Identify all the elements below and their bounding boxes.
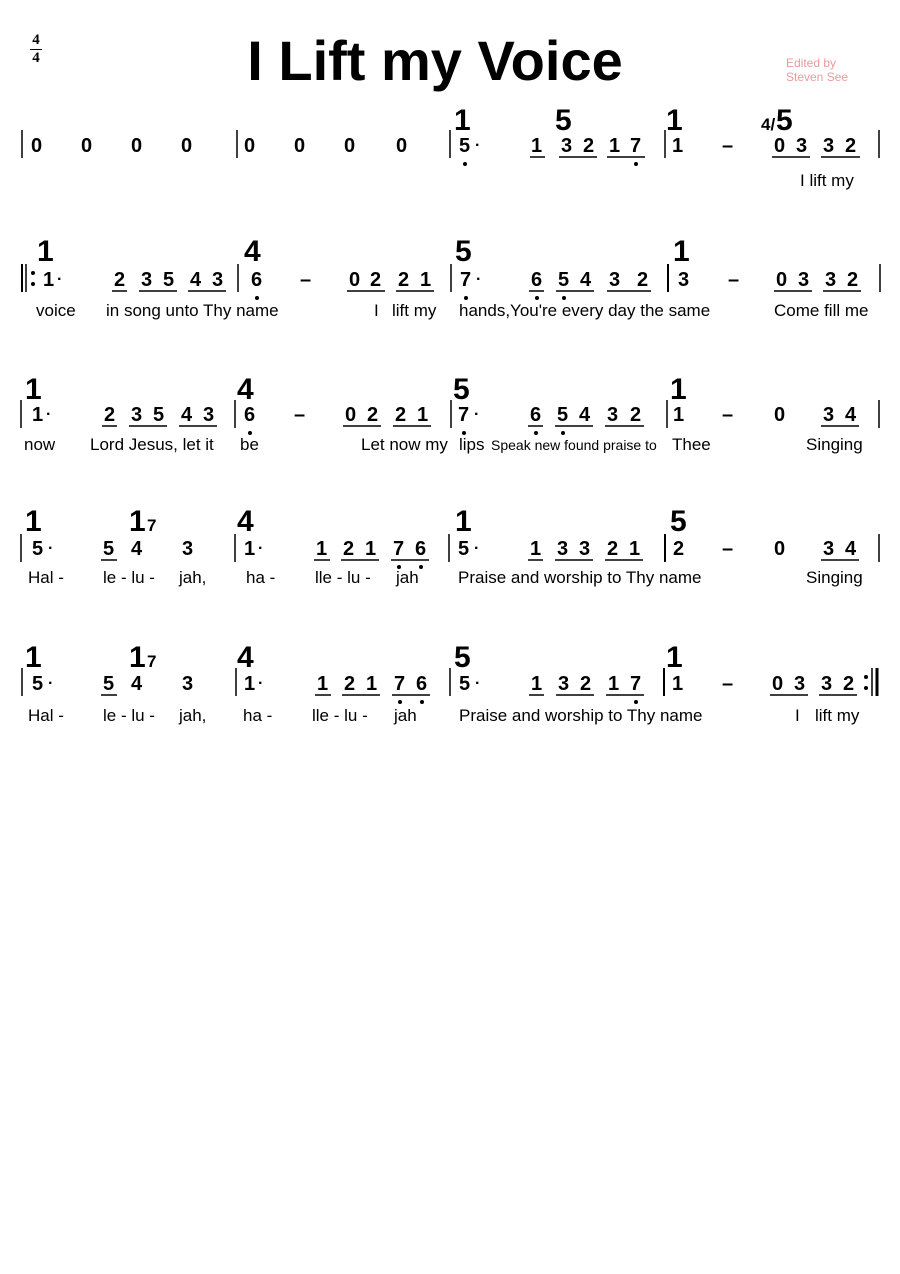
note-glyph: 3 (182, 538, 194, 560)
lyric: be (240, 435, 259, 454)
note-glyph: 1 (417, 404, 429, 426)
lyric-row (36, 301, 868, 320)
note-glyph: 1 (673, 404, 685, 426)
octave-dots (463, 162, 638, 166)
note-glyph: 2 (845, 135, 857, 157)
note-glyph: 5 (163, 269, 175, 291)
note-glyph: 2 (398, 269, 410, 291)
system-3 (21, 373, 879, 454)
lyric: Come fill me (774, 301, 869, 320)
note-glyph: 3 (825, 269, 837, 291)
note-glyph: 7 (458, 404, 470, 426)
chord-symbol: 1 (666, 104, 683, 137)
note-glyph: 2 (367, 404, 379, 426)
note-glyph: 6 (530, 404, 542, 426)
octave-dots (398, 700, 638, 704)
lyric: Praise and worship to Thy name (459, 706, 703, 725)
note-glyph: 5 (103, 538, 115, 560)
chord-row (25, 373, 687, 406)
note-glyph: 3 (203, 404, 215, 426)
chord-row (25, 641, 683, 674)
chord-symbol: 1 (454, 104, 471, 137)
lyric: Praise and worship to Thy name (458, 568, 702, 587)
note-glyph: 0 (81, 135, 93, 157)
barlines (22, 668, 877, 696)
note-glyph: 1 (672, 135, 684, 157)
note-glyph: · (258, 540, 264, 557)
note-glyph: 0 (31, 135, 43, 157)
lyric: le - lu - (103, 568, 155, 587)
note-glyph: 1 (365, 538, 377, 560)
note-glyph: 3 (557, 538, 569, 560)
note-glyph: 2 (630, 404, 642, 426)
barlines (21, 400, 879, 428)
note-glyph: 5 (557, 404, 569, 426)
system-5 (22, 641, 877, 725)
note-glyph: 1 (609, 135, 621, 157)
note-glyph: 1 (629, 538, 641, 560)
note-glyph: 1 (420, 269, 432, 291)
note-glyph: 2 (637, 269, 649, 291)
note-glyph: 2 (343, 538, 355, 560)
system-2 (22, 235, 880, 320)
lyric: Singing (806, 435, 863, 454)
note-glyph: 2 (847, 269, 859, 291)
lyric: lips (459, 435, 485, 454)
lyric: 5 (453, 373, 470, 406)
lyric: 1 (129, 505, 146, 538)
note-glyph: 2 (583, 135, 595, 157)
note-row (31, 135, 856, 157)
note-glyph: · (48, 675, 54, 692)
note-glyph: 3 (558, 673, 570, 695)
note-glyph: 1 (608, 673, 620, 695)
lyric: le - lu - (103, 706, 155, 725)
note-glyph: 4 (580, 269, 592, 291)
note-glyph: 4 (845, 538, 857, 560)
lyric: I (795, 706, 800, 725)
note-glyph: 0 (349, 269, 361, 291)
lyric: jah (394, 706, 417, 725)
note-glyph: 7 (394, 673, 406, 695)
note-glyph: 2 (607, 538, 619, 560)
note-glyph: · (474, 540, 480, 557)
note-glyph: · (474, 406, 480, 423)
note-glyph: · (48, 540, 54, 557)
note-glyph: 1 (530, 538, 542, 560)
note-glyph: – (294, 404, 306, 426)
lyric: Hal - (28, 706, 64, 725)
lyric: lle - lu - (315, 568, 371, 587)
lyric: jah, (179, 706, 207, 725)
note-glyph: 4 (579, 404, 591, 426)
note-glyph: 6 (416, 673, 428, 695)
note-glyph: 2 (344, 673, 356, 695)
note-row (32, 538, 857, 560)
note-glyph: 0 (772, 673, 784, 695)
note-glyph: 6 (251, 269, 263, 291)
note-glyph: – (728, 269, 740, 291)
lyric: Lord Jesus, let it (90, 435, 214, 454)
note-glyph: 0 (181, 135, 193, 157)
lyric-row (800, 171, 854, 190)
note-glyph: 5 (103, 673, 115, 695)
note-glyph: 0 (774, 538, 786, 560)
note-glyph: 4 (845, 404, 857, 426)
note-glyph: 7 (630, 673, 642, 695)
lyric: hands,You're every day the same (459, 301, 711, 320)
lyric: 1 (666, 641, 683, 674)
note-glyph: 2 (104, 404, 116, 426)
lyric: jah, (179, 568, 207, 587)
note-glyph: 0 (344, 135, 356, 157)
note-glyph: 3 (182, 673, 194, 695)
note-glyph: 4 (181, 404, 193, 426)
song-title: I Lift my Voice (247, 29, 623, 92)
lyric: 1 (25, 373, 42, 406)
lyric: 1 (25, 505, 42, 538)
lyric: jah (396, 568, 419, 587)
note-glyph: 5 (459, 135, 471, 157)
chord-row (25, 505, 687, 538)
note-glyph: 5 (459, 673, 471, 695)
note-glyph: 1 (317, 673, 329, 695)
note-glyph: · (46, 406, 52, 423)
repeat-dots (31, 271, 35, 286)
lyric: Hal - (28, 568, 64, 587)
note-glyph: 0 (776, 269, 788, 291)
chord-symbol: 5 (555, 104, 572, 137)
lyric: now (24, 435, 56, 454)
lyric: 4 (237, 505, 254, 538)
editor-name: Steven See (786, 70, 849, 84)
note-glyph: – (722, 404, 734, 426)
system-1 (22, 104, 879, 190)
note-glyph: 4 (190, 269, 202, 291)
lyric: lift my (392, 301, 437, 320)
note-glyph: 1 (244, 538, 256, 560)
note-glyph: 6 (531, 269, 543, 291)
repeat-dots (864, 675, 868, 690)
note-glyph: · (57, 271, 63, 288)
lyric-row (24, 435, 863, 454)
lyric: 7 (147, 516, 157, 535)
note-glyph: 1 (531, 135, 543, 157)
note-glyph: 3 (607, 404, 619, 426)
note-glyph: · (258, 675, 264, 692)
note-glyph: 5 (32, 673, 44, 695)
lyric: Singing (806, 568, 863, 587)
barlines (22, 130, 879, 158)
lyric-row (28, 706, 860, 725)
note-glyph: 1 (316, 538, 328, 560)
lyric: ha - (246, 568, 276, 587)
note-glyph: 5 (558, 269, 570, 291)
note-glyph: – (722, 135, 734, 157)
lyric: voice (36, 301, 76, 320)
lyric: I lift my (800, 171, 854, 190)
lyric: lift my (815, 706, 860, 725)
note-glyph: 3 (798, 269, 810, 291)
note-glyph: 2 (843, 673, 855, 695)
lyric: 1 (670, 373, 687, 406)
note-row (32, 404, 857, 426)
note-glyph: 3 (794, 673, 806, 695)
note-glyph: 1 (43, 269, 55, 291)
lyric: 4 (244, 235, 261, 268)
lyric: 1 (673, 235, 690, 268)
note-glyph: 1 (672, 673, 684, 695)
note-glyph: 3 (212, 269, 224, 291)
note-glyph: – (722, 538, 734, 560)
note-glyph: 5 (32, 538, 44, 560)
lyric: 5 (454, 641, 471, 674)
note-glyph: 0 (294, 135, 306, 157)
time-signature-top: 4 (32, 32, 40, 48)
note-glyph: 4 (131, 538, 143, 560)
note-glyph: · (476, 271, 482, 288)
note-glyph: 1 (32, 404, 44, 426)
note-glyph: 0 (244, 135, 256, 157)
note-glyph: 3 (678, 269, 690, 291)
note-glyph: 1 (244, 673, 256, 695)
note-glyph: 2 (114, 269, 126, 291)
note-glyph: 3 (141, 269, 153, 291)
lyric: Speak new found praise to (491, 437, 657, 453)
lyric: I (374, 301, 379, 320)
lyric: 1 (37, 235, 54, 268)
note-row (32, 673, 854, 695)
lyric: in song unto Thy name (106, 301, 279, 320)
note-glyph: 5 (458, 538, 470, 560)
note-glyph: 3 (561, 135, 573, 157)
chord-row (454, 104, 793, 137)
chord-row (37, 235, 690, 268)
note-glyph: 3 (823, 404, 835, 426)
note-glyph: 0 (774, 404, 786, 426)
note-glyph: 0 (396, 135, 408, 157)
lyric: 5 (670, 505, 687, 538)
note-glyph: 2 (580, 673, 592, 695)
lyric: 1 (25, 641, 42, 674)
note-glyph: 0 (131, 135, 143, 157)
chord-symbol: 5 (776, 104, 793, 137)
lyric: 4 (237, 373, 254, 406)
note-glyph: 3 (796, 135, 808, 157)
note-glyph: 0 (774, 135, 786, 157)
note-glyph: 1 (531, 673, 543, 695)
note-glyph: – (722, 673, 734, 695)
note-glyph: · (475, 137, 481, 154)
note-glyph: 2 (673, 538, 685, 560)
note-glyph: 3 (131, 404, 143, 426)
system-4 (21, 505, 879, 587)
note-glyph: 7 (630, 135, 642, 157)
editor-label: Edited by (786, 56, 837, 70)
lyric: ha - (243, 706, 273, 725)
lyric: lle - lu - (312, 706, 368, 725)
note-glyph: · (475, 675, 481, 692)
lyric: 1 (455, 505, 472, 538)
lyric: 4 (237, 641, 254, 674)
lyric: 1 (129, 641, 146, 674)
note-glyph: 3 (821, 673, 833, 695)
note-glyph: 7 (460, 269, 472, 291)
note-glyph: 7 (393, 538, 405, 560)
chord-inversion: 4/ (761, 115, 776, 134)
barlines (21, 534, 879, 562)
note-glyph: 6 (415, 538, 427, 560)
lyric-row (28, 568, 863, 587)
note-glyph: 2 (395, 404, 407, 426)
note-glyph: 3 (609, 269, 621, 291)
note-glyph: 3 (579, 538, 591, 560)
note-glyph: 3 (823, 135, 835, 157)
lyric: Thee (672, 435, 711, 454)
note-glyph: 1 (366, 673, 378, 695)
note-glyph: 4 (131, 673, 143, 695)
lyric: 5 (455, 235, 472, 268)
note-glyph: 0 (345, 404, 357, 426)
lyric: 7 (147, 652, 157, 671)
note-glyph: – (300, 269, 312, 291)
time-signature-bottom: 4 (32, 50, 40, 66)
note-glyph: 6 (244, 404, 256, 426)
octave-dots (255, 296, 566, 300)
note-glyph: 2 (370, 269, 382, 291)
note-glyph: 3 (823, 538, 835, 560)
lyric: Let now my (361, 435, 448, 454)
note-glyph: 5 (153, 404, 165, 426)
